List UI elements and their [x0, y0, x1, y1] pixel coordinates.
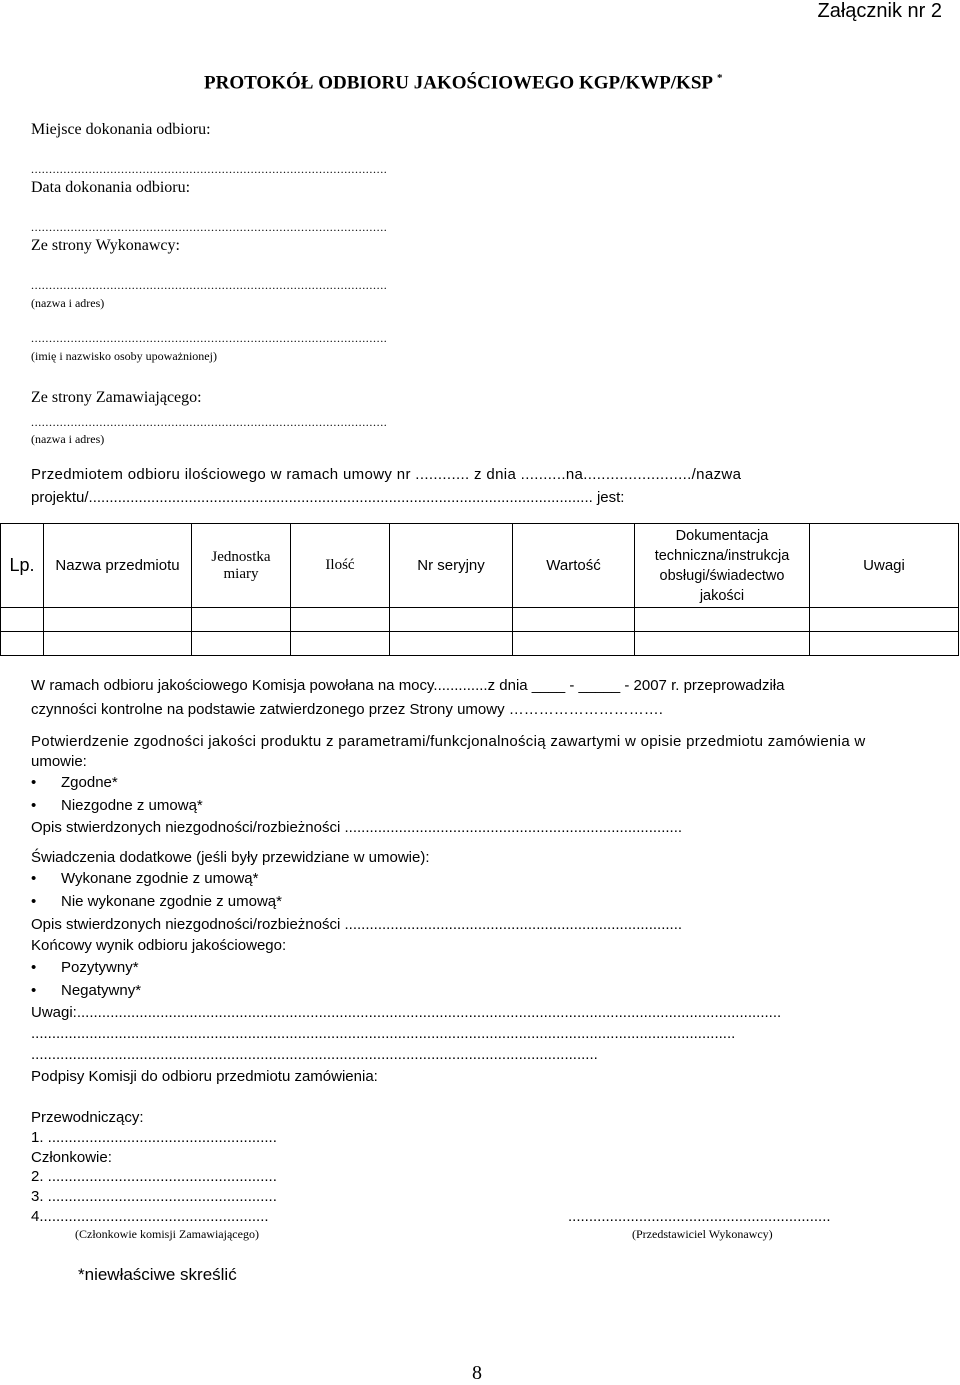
commission-line-1: W ramach odbioru jakościowego Komisja powołana na mocy.............z dnia ____ - _____ - 2007 r. przeprowadziła [31, 677, 785, 694]
chairman-signature-line: 1. ....................................................... [31, 1129, 277, 1146]
member-4-signature-line: 4....................................................... [31, 1208, 269, 1225]
orderer-hint: (nazwa i adres) [31, 432, 105, 446]
option-negative: • Negatywny* [61, 982, 141, 999]
members-caption: (Członkowie komisji Zamawiającego) [75, 1227, 259, 1241]
footnote: *niewłaściwe skreślić [78, 1265, 237, 1284]
option-performed: • Wykonane zgodnie z umową* [61, 870, 258, 887]
attachment-label: Załącznik nr 2 [817, 0, 942, 22]
header-value: Wartość [513, 524, 635, 608]
header-documentation: Dokumentacja techniczna/instrukcja obsługi/świadectwo jakości [635, 524, 810, 608]
member-3-signature-line: 3. ....................................................... [31, 1188, 277, 1205]
table-cell[interactable] [513, 632, 635, 656]
document-title [204, 72, 723, 94]
table-cell[interactable] [1, 632, 44, 656]
nonconformity-description-2: Opis stwierdzonych niezgodności/rozbieżności ................................................................................. [31, 916, 683, 933]
title-footnote-mark: * [717, 72, 723, 84]
items-table [0, 523, 959, 656]
contractor-person-hint: (imię i nazwisko osoby upoważnionej) [31, 349, 217, 363]
header-remarks: Uwagi [810, 524, 959, 608]
contractor-caption: (Przedstawiciel Wykonawcy) [632, 1227, 773, 1241]
remarks-line-2: ......................................................................................................................................................................... [31, 1025, 736, 1042]
member-2-signature-line: 2. ....................................................... [31, 1168, 277, 1185]
table-cell[interactable] [390, 632, 513, 656]
date-label: Data dokonania odbioru: [31, 179, 191, 196]
members-label: Członkowie: [31, 1149, 112, 1166]
contractor-label: Ze strony Wykonawcy: [31, 237, 180, 254]
contractor-name-dots: ................................................................................................... [31, 278, 388, 292]
table-cell[interactable] [291, 608, 390, 632]
option-positive: • Pozytywny* [61, 959, 139, 976]
table-cell[interactable] [1, 608, 44, 632]
table-cell[interactable] [44, 632, 192, 656]
header-unit: Jednostka miary [192, 524, 291, 608]
option-conform: • Zgodne* [61, 774, 118, 791]
table-cell[interactable] [44, 608, 192, 632]
orderer-label: Ze strony Zamawiającego: [31, 389, 202, 406]
header-lp: Lp. [1, 524, 44, 608]
remarks-line-3: ........................................................................................................................................ [31, 1046, 598, 1063]
title-text: PROTOKÓŁ ODBIORU JAKOŚCIOWEGO KGP/KWP/KSP [204, 72, 714, 94]
subject-line-2: projektu/......................................................................................................................... jest: [31, 489, 625, 506]
nonconformity-description-1: Opis stwierdzonych niezgodności/rozbieżności ................................................................................. [31, 819, 683, 836]
subject-line-1: Przedmiotem odbioru ilościowego w ramach umowy nr ............ z dnia ..........na......................../nazwa [31, 466, 742, 483]
table-cell[interactable] [635, 632, 810, 656]
header-quantity: Ilość [291, 524, 390, 608]
place-dots: ................................................................................................... [31, 162, 388, 176]
option-nonconform: • Niezgodne z umową* [61, 797, 203, 814]
confirmation-line-1: Potwierdzenie zgodności jakości produktu z parametrami/funkcjonalnością zawartymi w opisie przedmiotu zamówienia w [31, 733, 866, 750]
place-label: Miejsce dokonania odbioru: [31, 121, 211, 138]
table-row [1, 632, 959, 656]
contractor-person-dots: ................................................................................................... [31, 331, 388, 345]
page-number: 8 [472, 1362, 482, 1384]
commission-line-2: czynności kontrolne na podstawie zatwierdzonego przez Strony umowy …………………………. [31, 701, 663, 718]
option-not-performed: • Nie wykonane zgodnie z umową* [61, 893, 282, 910]
table-cell[interactable] [192, 632, 291, 656]
contractor-name-hint: (nazwa i adres) [31, 296, 105, 310]
header-serial-number: Nr seryjny [390, 524, 513, 608]
orderer-dots: ................................................................................................... [31, 415, 388, 429]
final-result-label: Końcowy wynik odbioru jakościowego: [31, 937, 287, 954]
header-item-name: Nazwa przedmiotu [44, 524, 192, 608]
table-cell[interactable] [635, 608, 810, 632]
table-cell[interactable] [513, 608, 635, 632]
contractor-signature-line: ............................................................... [568, 1208, 831, 1225]
table-cell[interactable] [390, 608, 513, 632]
table-cell[interactable] [810, 632, 959, 656]
table-row [1, 608, 959, 632]
remarks-line-1: Uwagi:......................................................................................................................................................................... [31, 1004, 782, 1021]
extra-services-label: Świadczenia dodatkowe (jeśli były przewidziane w umowie): [31, 849, 430, 866]
table-cell[interactable] [192, 608, 291, 632]
table-cell[interactable] [810, 608, 959, 632]
chairman-label: Przewodniczący: [31, 1109, 144, 1126]
signatures-label: Podpisy Komisji do odbioru przedmiotu zamówienia: [31, 1068, 378, 1085]
confirmation-line-2: umowie: [31, 753, 87, 770]
date-dots: ................................................................................................... [31, 220, 388, 234]
table-header-row [1, 524, 959, 608]
table-cell[interactable] [291, 632, 390, 656]
